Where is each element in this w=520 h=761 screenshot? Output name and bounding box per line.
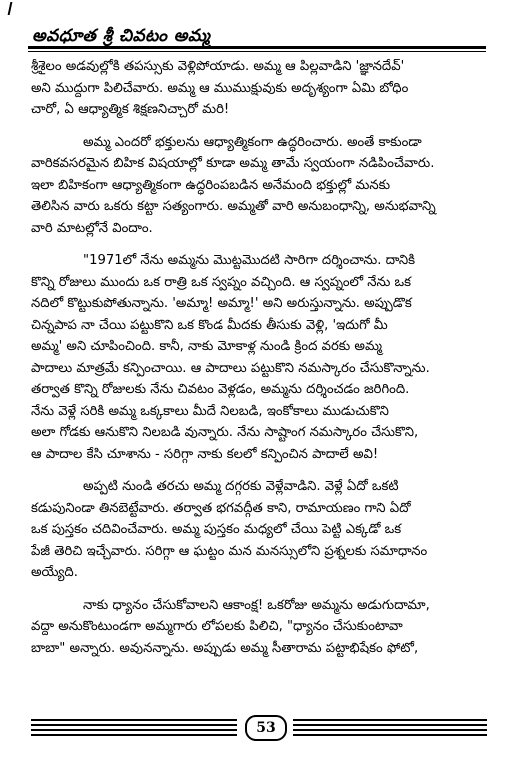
page-body <box>31 56 493 670</box>
paragraph <box>31 56 493 121</box>
paragraph <box>31 476 493 584</box>
text-line: చారో, ఏ ఆధ్యాత్మిక శిక్షణనిచ్చారో మరి! <box>31 102 230 117</box>
header-rule-thin <box>28 51 486 52</box>
running-header-title: అవధూత శ్రీ చివటం అమ్మ <box>32 26 211 46</box>
text-line: అమ్మ' అని చూపించింది. కానీ, నాకు మోకాళ్ల నుండి క్రింద వరకు అమ్మ <box>31 339 383 354</box>
text-line: వారి మాటల్లోనే విందాం. <box>31 220 153 236</box>
footer-rule <box>31 719 237 721</box>
footer-rule <box>293 719 487 721</box>
text-line: నదిలో కొట్టుకుపోతున్నాను. 'అమ్మా! అమ్మా!' అని అరుస్తున్నాను. అప్పుడొక <box>31 296 412 311</box>
text-line: అమ్మ ఎందరో భక్తులను ఆధ్యాత్మికంగా ఉద్ధరించారు. అంతే కాకుండా <box>83 134 422 150</box>
text-line: నేను వెళ్లే సరికి అమ్మ ఒక్కకాలు మీదే నిలబడి, ఇంకోకాలు ముడుచుకొని <box>31 403 389 419</box>
text-line: వద్దా అనుకొంటుండగా అమ్మగారు లోపలకు పిలిచి, "ధ్యానం చేసుకుంటావా <box>31 619 403 634</box>
paragraph <box>31 250 493 465</box>
footer-rule <box>293 724 487 726</box>
text-line: ఆ పాదాల కేసి చూశాను - సరిగ్గా నాకు కలలో కన్పించిన పాదాలే అవి! <box>31 446 379 462</box>
text-line: అప్పటి నుండి తరచు అమ్మ దగ్గరకు వెళ్లేవాడిని. వెళ్లే ఏదో ఒకటి <box>83 479 399 494</box>
text-line: పేజీ తెరిచి ఇచ్చేవారు. సరిగ్గా ఆ ఘట్టం మన మనస్సులోని ప్రశ్నలకు సమాధానం <box>31 543 428 559</box>
text-line: అని ముద్దుగా పిలిచేవారు. అమ్మ ఆ ముముక్షువుకు అదృశ్యంగా ఏమి బోధిం <box>31 80 409 96</box>
text-line: బాబా" అన్నారు. అవునన్నాను. అప్పుడు అమ్మ సీతారామ పట్టాభిషేకం ఫోటో, <box>31 640 419 656</box>
page-footer <box>31 715 487 739</box>
text-line: శ్రీశైలం అడవుల్లోకి తపస్సుకు వెళ్లిపోయాడు. అమ్మ ఆ పిల్లవాడిని 'జ్ఞానదేవ్' <box>31 59 405 74</box>
text-line: అయ్యేది. <box>31 565 78 580</box>
text-line: చిన్నపాప నా చేయి పట్టుకొని ఒక కొండ మీదకు తీసుకు వెళ్లి, 'ఇదుగో మీ <box>31 317 388 333</box>
text-line: పాదాలు మాత్రమే కన్పించాయి. ఆ పాదాలు పట్టుకొని నమస్కారం చేసుకొన్నాను. <box>31 360 430 376</box>
text-line: కొన్ని రోజులు ముందు ఒక రాత్రి ఒక స్వప్నం వచ్చింది. ఆ స్వప్నంలో నేను ఒక <box>31 274 412 290</box>
text-line: తర్వాత కొన్ని రోజులకు నేను చివటం వెళ్లడం, అమ్మను దర్శించడం జరిగింది. <box>31 382 410 397</box>
text-line: ఒక పుస్తకం చదివించేవారు. అమ్మ పుస్తకం మధ్యలో చేయి పెట్టి ఎక్కడో ఒక <box>31 522 402 537</box>
text-line: కడుపునిండా తినబెట్టేవారు. తర్వాత భగవద్గీత కాని, రామాయణం గాని ఏదో <box>31 500 411 516</box>
header-rule-thick <box>28 46 486 49</box>
footer-rule <box>293 734 487 736</box>
page-number: 53 <box>245 715 287 741</box>
footer-rule <box>293 729 487 731</box>
text-line: వారికవసరమైన బిహిక విషయాల్లో కూడా అమ్మ తామే స్వయంగా నడిపించేవారు. <box>31 156 435 171</box>
paragraph <box>31 132 493 240</box>
text-line: ఇలా బిహికంగా ఆధ్యాత్మికంగా ఉద్ధరింపబడిన అనేమంది భక్తుల్లో మనకు <box>31 177 391 193</box>
footer-rule <box>31 729 237 731</box>
text-line: నాకు ధ్యానం చేసుకోవాలని ఆకాంక్ష! ఒకరోజు అమ్మను అడుగుదామా, <box>83 597 430 613</box>
paragraph <box>31 595 493 660</box>
text-line: తెలిసిన వారు ఒకరు కట్టా సత్యంగారు. అమ్మతో వారి అనుబంధాన్ని, అనుభవాన్ని <box>31 199 436 214</box>
footer-rule <box>31 724 237 726</box>
margin-mark <box>8 2 13 15</box>
text-line: "1971లో నేను అమ్మను మొట్టమొదటి సారిగా దర్శించాను. దానికి <box>83 253 416 268</box>
text-line: అలా గోడకు ఆనుకొని నిలబడి వున్నారు. నేను సాష్టాంగ నమస్కారం చేసుకొని, <box>31 425 419 440</box>
footer-rule <box>31 734 237 736</box>
